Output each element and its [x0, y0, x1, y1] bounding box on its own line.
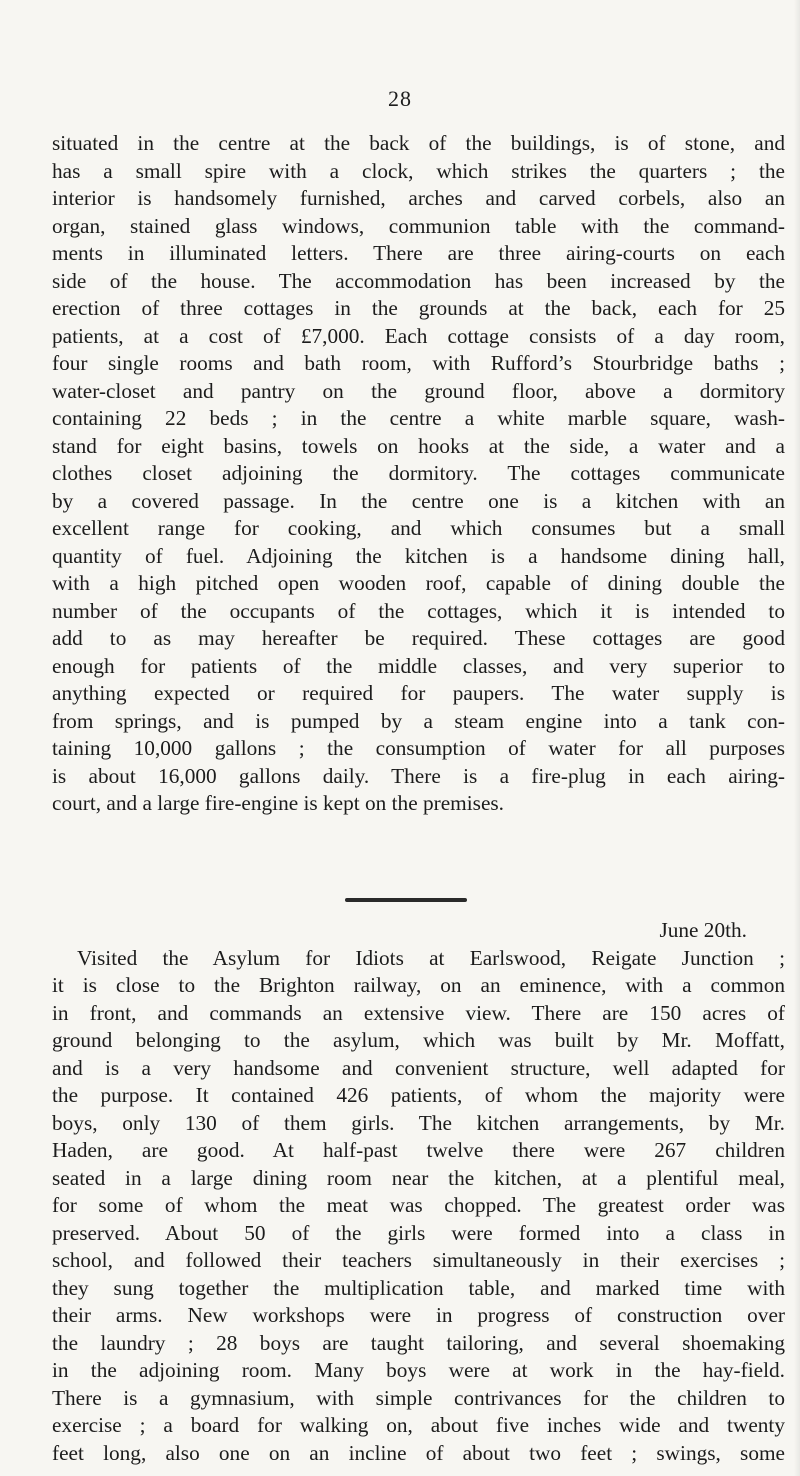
text-line: boys, only 130 of them girls. The kitchen arrangements, by Mr.	[52, 1110, 785, 1135]
text-line: quantity of fuel. Adjoining the kitchen is a handsome dining hall,	[52, 543, 785, 568]
text-line: side of the house. The accommodation has been increased by the	[52, 268, 785, 293]
text-line: patients, at a cost of £7,000. Each cottage consists of a day room,	[52, 323, 785, 348]
text-line: court, and a large fire-engine is kept on the premises.	[52, 791, 505, 815]
text-line: seated in a large dining room near the kitchen, at a plentiful meal,	[52, 1165, 785, 1190]
text-line: erection of three cottages in the grounds at the back, each for 25	[52, 296, 785, 320]
page-edge-shadow	[794, 0, 800, 1476]
text-line: There is a gymnasium, with simple contrivances for the children to	[52, 1385, 785, 1410]
text-line: containing 22 beds ; in the centre a white marble square, wash-	[52, 406, 785, 430]
text-line: it is close to the Brighton railway, on an eminence, with a common	[52, 973, 785, 997]
text-line: the purpose. It contained 426 patients, of whom the majority were	[52, 1083, 785, 1107]
text-line: Haden, are good. At half-past twelve there were 267 children	[52, 1138, 785, 1162]
page-number: 28	[388, 86, 412, 111]
text-line: number of the occupants of the cottages, which it is intended to	[52, 598, 785, 623]
text-line: from springs, and is pumped by a steam engine into a tank con-	[52, 708, 785, 733]
entry-date: June 20th.	[659, 918, 747, 942]
section-divider	[345, 898, 467, 902]
text-line: preserved. About 50 of the girls were formed into a class in	[52, 1220, 785, 1245]
text-line: and is a very handsome and convenient structure, well adapted for	[52, 1055, 785, 1080]
text-line: enough for patients of the middle classes, and very superior to	[52, 653, 785, 678]
text-line: in the adjoining room. Many boys were at work in the hay-field.	[52, 1358, 785, 1382]
text-line: situated in the centre at the back of the buildings, is of stone, and	[52, 131, 785, 155]
text-line: four single rooms and bath room, with Rufford’s Stourbridge baths ;	[52, 351, 785, 375]
text-line: with a high pitched open wooden roof, capable of dining double the	[52, 571, 785, 595]
text-line: school, and followed their teachers simultaneously in their exercises ;	[52, 1248, 785, 1272]
text-line: has a small spire with a clock, which strikes the quarters ; the	[52, 158, 785, 183]
text-line: Visited the Asylum for Idiots at Earlswood, Reigate Junction ;	[77, 945, 785, 970]
text-line: water-closet and pantry on the ground floor, above a dormitory	[52, 378, 785, 403]
text-line: feet long, also one on an incline of about two feet ; swings, some	[52, 1440, 785, 1465]
text-line: by a covered passage. In the centre one is a kitchen with an	[52, 488, 785, 513]
text-line: stand for eight basins, towels on hooks at the side, a water and a	[52, 433, 785, 458]
text-line: taining 10,000 gallons ; the consumption of water for all purposes	[52, 736, 785, 760]
text-line: add to as may hereafter be required. These cottages are good	[52, 626, 785, 650]
journal-entry	[52, 917, 785, 1467]
text-line: clothes closet adjoining the dormitory. The cottages communicate	[52, 461, 785, 485]
paragraph-continued	[52, 130, 785, 818]
text-line: anything expected or required for paupers. The water supply is	[52, 681, 785, 705]
text-line: their arms. New workshops were in progress of construction over	[52, 1303, 785, 1327]
text-line: ments in illuminated letters. There are three airing-courts on each	[52, 241, 785, 265]
text-line: is about 16,000 gallons daily. There is a fire-plug in each airing-	[52, 763, 785, 788]
text-line: excellent range for cooking, and which consumes but a small	[52, 516, 785, 540]
text-line: for some of whom the meat was chopped. The greatest order was	[52, 1193, 785, 1217]
text-line: exercise ; a board for walking on, about five inches wide and twenty	[52, 1413, 785, 1437]
text-line: interior is handsomely furnished, arches and carved corbels, also an	[52, 186, 785, 210]
text-line: ground belonging to the asylum, which was built by Mr. Moffatt,	[52, 1028, 785, 1052]
text-line: organ, stained glass windows, communion table with the command-	[52, 213, 785, 238]
text-line: they sung together the multiplication table, and marked time with	[52, 1275, 785, 1300]
text-line: the laundry ; 28 boys are taught tailoring, and several shoemaking	[52, 1330, 785, 1355]
text-line: in front, and commands an extensive view. There are 150 acres of	[52, 1000, 785, 1025]
